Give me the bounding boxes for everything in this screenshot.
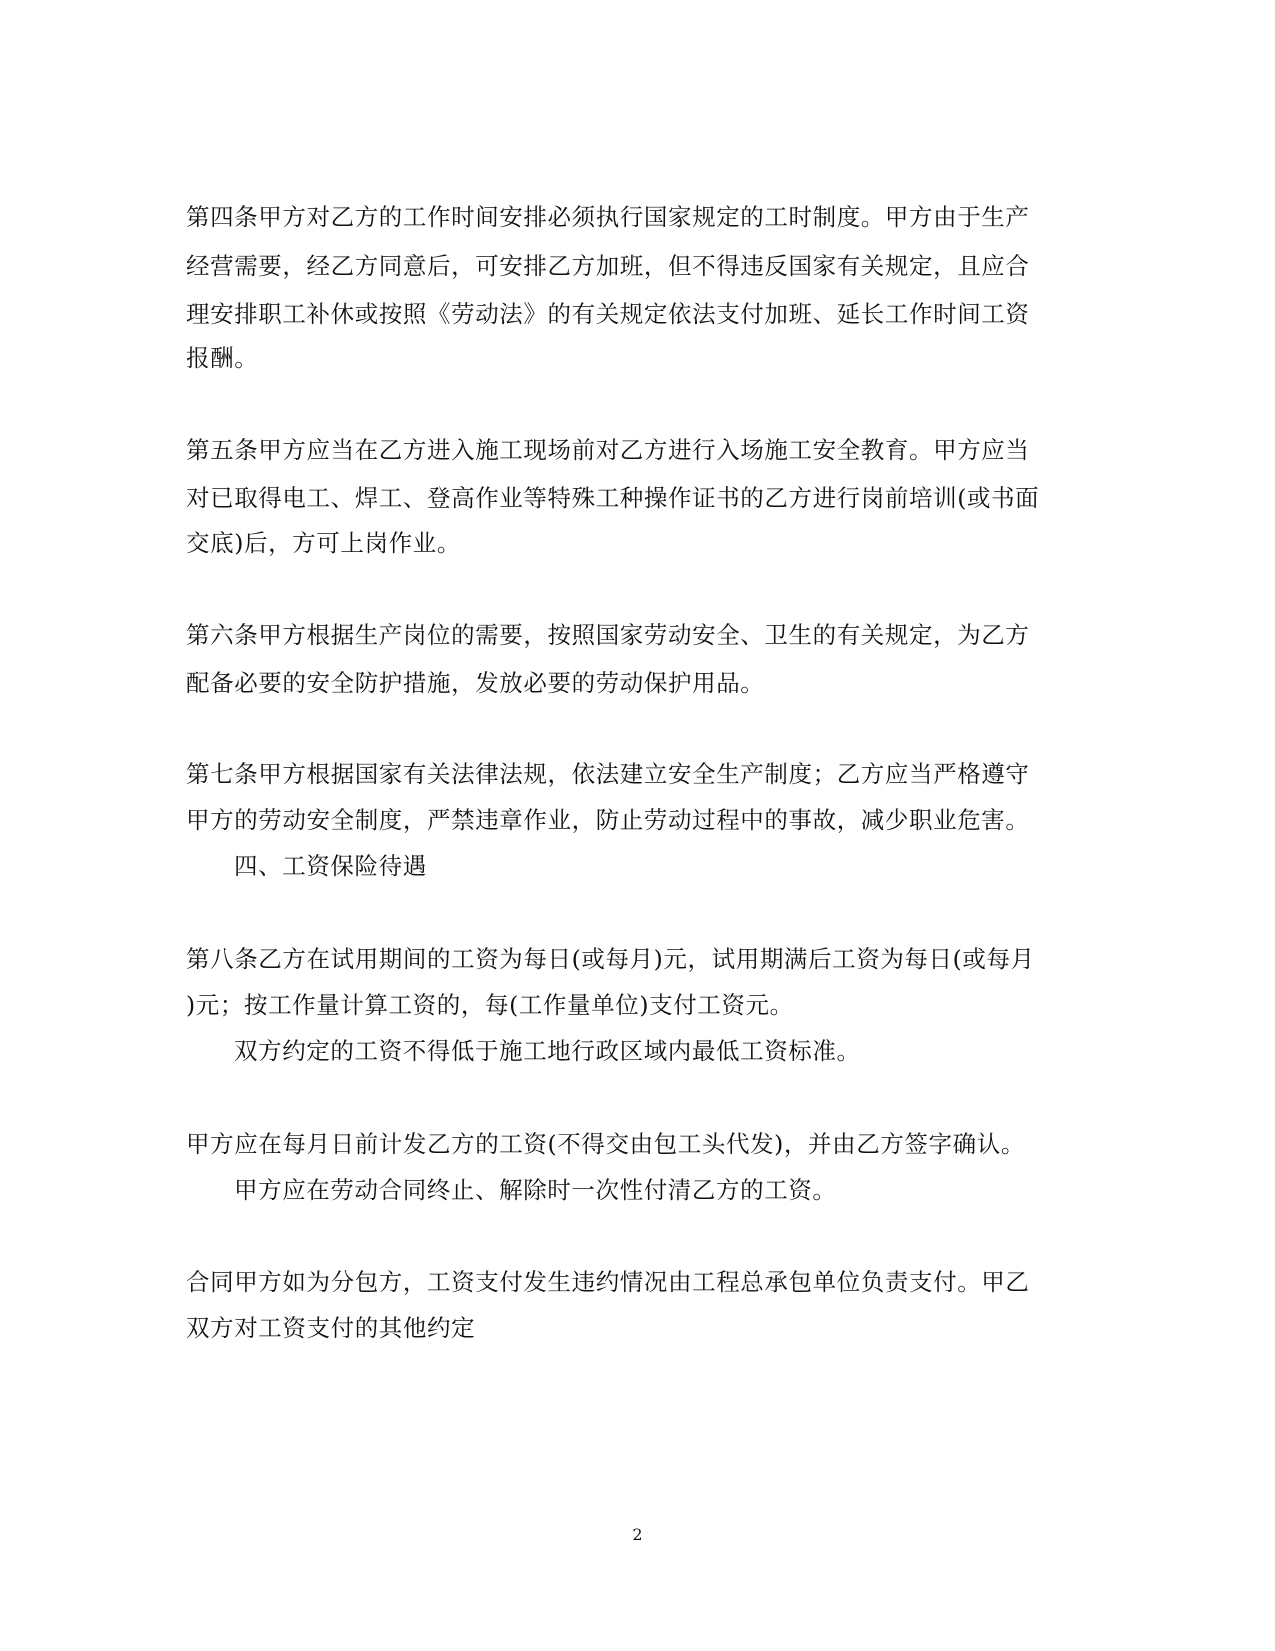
article-8-line-1: 第八条乙方在试用期间的工资为每日(或每月)元，试用期满后工资为每日(或每月: [186, 945, 1035, 973]
section-heading: 四、工资保险待遇: [234, 852, 427, 880]
article-4-line-1: 第四条甲方对乙方的工作时间安排必须执行国家规定的工时制度。甲方由于生产: [186, 203, 1030, 231]
article-4-line-2: 经营需要，经乙方同意后，可安排乙方加班，但不得违反国家有关规定，且应合: [186, 252, 1030, 280]
wage-minimum-clause: 双方约定的工资不得低于施工地行政区域内最低工资标准。: [234, 1037, 861, 1065]
article-5-line-3: 交底)后，方可上岗作业。: [186, 529, 461, 557]
subcontract-clause-line-1: 合同甲方如为分包方，工资支付发生违约情况由工程总承包单位负责支付。甲乙: [186, 1268, 1030, 1296]
wage-settlement-clause: 甲方应在劳动合同终止、解除时一次性付清乙方的工资。: [234, 1176, 837, 1204]
article-5-line-2: 对已取得电工、焊工、登高作业等特殊工种操作证书的乙方进行岗前培训(或书面: [186, 484, 1040, 512]
article-7-line-2: 甲方的劳动安全制度，严禁违章作业，防止劳动过程中的事故，减少职业危害。: [186, 806, 1030, 834]
article-6-line-2: 配备必要的安全防护措施，发放必要的劳动保护用品。: [186, 669, 765, 697]
article-6-line-1: 第六条甲方根据生产岗位的需要，按照国家劳动安全、卫生的有关规定，为乙方: [186, 621, 1030, 649]
wage-payment-clause: 甲方应在每月日前计发乙方的工资(不得交由包工头代发)，并由乙方签字确认。: [186, 1130, 1025, 1158]
article-4-line-4: 报酬。: [186, 344, 259, 372]
article-5-line-1: 第五条甲方应当在乙方进入施工现场前对乙方进行入场施工安全教育。甲方应当: [186, 436, 1030, 464]
article-7-line-1: 第七条甲方根据国家有关法律法规，依法建立安全生产制度；乙方应当严格遵守: [186, 760, 1030, 788]
page-number: 2: [632, 1525, 643, 1544]
article-8-line-2: )元；按工作量计算工资的，每(工作量单位)支付工资元。: [186, 991, 794, 1019]
article-4-line-3: 理安排职工补休或按照《劳动法》的有关规定依法支付加班、延长工作时间工资: [186, 300, 1030, 328]
subcontract-clause-line-2: 双方对工资支付的其他约定: [186, 1314, 476, 1342]
